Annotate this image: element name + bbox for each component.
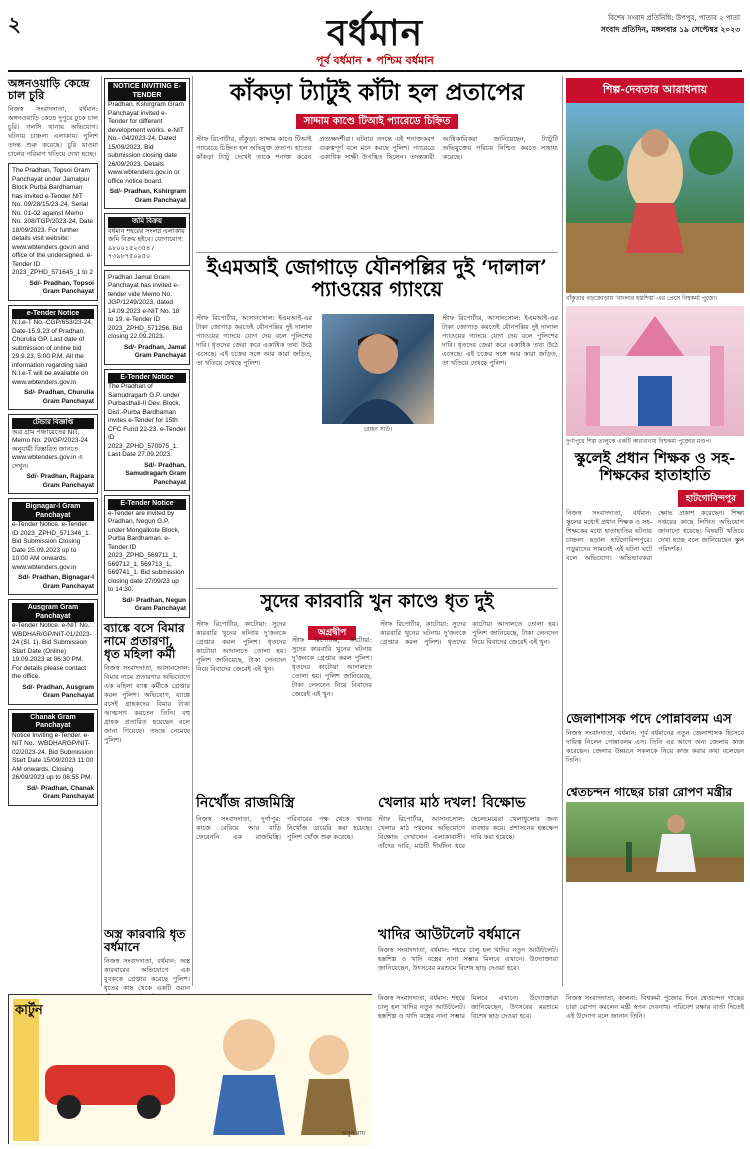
divider (196, 252, 558, 253)
notice-title: Ausgram Gram Panchayat (12, 603, 94, 622)
tender-notice (104, 213, 190, 266)
tattoo-body: স্টাফ রিপোর্টার, বাঁকুড়া: সাদ্দাম কাণ্ডে টিআই প্যারেডে চিহ্নিত হল অভিযুক্ত প্রতাপ। হাতের কাঁকড়া ট্যাটু দেখেই তাকে শনাক্ত করেন প্রত্যক্ষদর্শীরা। ঘটনার তদন্তে এই শনাক্তকরণ গুরুত্বপূর্ণ বলে মনে করছে পুলিশ। প্যারেডে একাধিক সাক্ষী উপস্থিত ছিলেন। তদন্তকারী আধিকারিকরা জানিয়েছেন, ট্যাটুটি অভিযুক্তের পরিচয় নিশ্চিত করতে সাহায্য করেছে। (196, 135, 558, 162)
tender-notice (104, 270, 190, 365)
minister-photo (566, 802, 744, 882)
playground-story (378, 796, 558, 926)
notice-text: বর্ধমান শহরের সংলগ্ন এলাকায় জমি বিক্রয় হইবে। যোগাযোগ: ৯৮০০১৫২৩৫৪ / ৭৩৯৮৭৫০৯৫০ (108, 227, 185, 260)
newspaper-title: বর্ধমান (326, 12, 424, 54)
left-column (8, 78, 98, 983)
dm-headline: জেলাশাসক পদে পোন্নাবলম এস (566, 712, 732, 727)
tender-notice (8, 498, 98, 595)
second-column (104, 78, 190, 993)
notice-title: Bignagar-I Gram Panchayat (12, 502, 94, 521)
sandalwood-body: নিজস্ব সংবাদদাতা, কালনা: বিশ্বকর্মা পুজোর দিনে শ্বেতচন্দন গাছের চারা রোপণ করলেন মন্ত্রী স্বপন দেবনাথ। পরিবেশ রক্ষার বার্তা দিতেই এই উদ্যোগ বলে জানান তিনি। (566, 994, 744, 1020)
masthead-rule (8, 70, 742, 72)
masthead (0, 0, 750, 72)
edition-subtitle: পূর্ব বর্ধমান • পশ্চিম বর্ধমান (316, 54, 434, 67)
notice-signature: Sd/- Pradhan, Samudragarh Gram Panchayat (125, 461, 186, 486)
cartoon (8, 994, 372, 1144)
suspect-caption: রোহন সাউ। (363, 426, 393, 433)
tender-notice (8, 599, 98, 705)
notice-title: e-Tender Notice (12, 309, 94, 320)
notice-title: E-Tender Notice (108, 499, 186, 510)
khadi-body-cont: নিজস্ব সংবাদদাতা, বর্ধমান: শহরে চালু হল খাদির নতুন আউটলেট। হস্তশিল্প ও খাদি বস্ত্রের নানা সম্ভার মিলবে এখানে। উদ্যোক্তারা জানিয়েছেন, উৎসবের মরশুমে বিশেষ ছাড় দেওয়া হবে। (378, 994, 558, 1020)
photo-caption-2: দুর্গাপুরে শিল্প তালুকে একটি কারখানায় বিশ্বকর্মা পুজোর মণ্ডপ। (566, 438, 712, 445)
notice-text: Pradhan, Kshirgram Gram Panchayat invited e-Tender for different development works. e-NIT No.- 04/2023-24, Dated 15/09/2023. Bid submission closing date 26/09/2023. Details www.wbtenders.gov.in or office notice board. (108, 101, 184, 185)
suspect-photo (322, 314, 434, 424)
moneylender-story (196, 592, 558, 792)
notice-signature: Sd/- Pradhan, Churulia Gram Panchayat (23, 389, 94, 405)
moneylender-headline: সুদের কারবারি খুন কাণ্ডে ধৃত দুই (260, 591, 494, 612)
playground-body: স্টাফ রিপোর্টার, আসানসোল: খেলার মাঠ দখলের অভিযোগে বিক্ষোভ দেখালেন এলাকাবাসী। তাঁদের দাবি, মাঠটি দীর্ঘদিন ধরে ছেলেমেয়েরা খেলাধুলোর জন্য ব্যবহার করে। প্রশাসনের হস্তক্ষেপ দাবি করা হয়েছে। (378, 815, 558, 851)
column-divider (562, 76, 563, 986)
notice-text: e-Tender Notice. e-Tender ID 2023_ZPHD_571346_1. Bid Submission Closing Date 25.09.2023 up to 10:00 AM onwards. www.wbtenders.gov.in (12, 521, 91, 571)
cartoon-drawing (9, 995, 373, 1145)
tattoo-headline: কাঁকড়া ট্যাটুই কাঁটা হল প্রতাপের (229, 79, 525, 106)
arms-story-headline: অস্ত্র কারবারি ধৃত বর্ধমানে (104, 927, 186, 955)
tender-notice (8, 709, 98, 806)
divider (196, 588, 558, 589)
notice-signature: Sd/- Pradhan, Topsoi Gram Panchayat (29, 279, 94, 296)
notice-text: e-Tender Notice. e-NIT No.: WBDHAR/GP/NIT-01/2023-24 (Sl. 1). Bid Submission Start Date (Online) 19.09.2023 at 06:30 PM. For details please contact the office. (12, 622, 92, 681)
column-divider (192, 76, 193, 986)
date-line (550, 12, 740, 36)
notice-signature: Sd/- Pradhan, Ausgram Gram Panchayat (22, 683, 94, 700)
notice-title: NOTICE INVITING E-TENDER (108, 82, 186, 101)
tender-notice (104, 495, 190, 618)
notice-signature: Sd/- Pradhan, Jamal Gram Panchayat (123, 343, 186, 359)
right-column (566, 78, 744, 988)
mason-headline: নির্খোঁজ রাজমিস্ত্রি (196, 795, 295, 811)
column-divider (101, 76, 102, 986)
notice-signature: Sd/- Pradhan, Bignagar-I Gram Panchayat (18, 574, 94, 590)
notice-title: টেন্ডার বিজ্ঞপ্তি (12, 418, 94, 429)
moneylender-body-2: স্টাফ রিপোর্টার, কাটোয়া: সুদের কারবারি খুনের ঘটনায় দু'জনকে গ্রেপ্তার করল পুলিশ। ধৃতদের কাটোয়া আদালতে তোলা হয়। পুলিশ জানিয়েছে, টাকা লেনদেন নিয়ে বিবাদের জেরেই এই খুন। (292, 636, 372, 698)
notice-title: জমি বিক্রয় (108, 217, 186, 228)
notice-text: Pradhan Jamal Gram Panchayat has invited e-tender vide Memo No. JGP/1249/2023, dated 14.09.2023 e-NIT No. 18 to 19. e-Tender ID 2023_ZPHD_571256. Bid closing 22.09.2023. (108, 273, 183, 340)
sandalwood-headline: শ্বেতচন্দন গাছের চারা রোপণ মন্ত্রীর (566, 785, 733, 800)
notice-signature: Sd/- Pradhan, Negun Gram Panchayat (122, 596, 186, 612)
tender-notice (8, 163, 98, 301)
center-top-story (196, 80, 558, 252)
notice-title: E-Tender Notice (108, 373, 186, 384)
moneylender-body-3: স্টাফ রিপোর্টার, কাটোয়া: সুদের কারবারি খুনের ঘটনায় দু'জনকে গ্রেপ্তার করল পুলিশ। ধৃতদের কাটোয়া আদালতে তোলা হয়। পুলিশ জানিয়েছে, টাকা লেনদেন নিয়ে বিবাদের জেরেই এই খুন। (380, 620, 558, 646)
mason-story (196, 796, 372, 986)
notice-text: অত্র গ্রাম পঞ্চায়েতের NIT, Memo No. 29/GP/2023-24 অনুযায়ী বিস্তারিত জানতে www.wbtenders.gov.in এ দেখুন। (12, 428, 88, 470)
school-fight-body: নিজস্ব সংবাদদাতা, বর্ধমান: স্কুলের মধ্যেই প্রধান শিক্ষক ও সহ-শিক্ষকের মধ্যে হাতাহাতির ঘটনায় চাঞ্চল্য ছড়াল হাটগোবিন্দপুরে। পড়ুয়াদের সামনেই এই ঘটনা ঘটে বলে অভিযোগ। অভিভাবকরা ক্ষোভ প্রকাশ করেছেন। শিক্ষা দপ্তরের কাছে লিখিত অভিযোগ জানানো হয়েছে। বিষয়টি খতিয়ে দেখা হচ্ছে বলে জানিয়েছেন স্কুল পরিদর্শক। (566, 509, 744, 562)
notice-signature: Sd/- Pradhan, Rajpara Gram Panchayat (26, 473, 94, 489)
notice-signature: Sd/- Pradhan, Chanak Gram Panchayat (26, 784, 94, 801)
notice-signature: Sd/- Pradhan, Kshirgram Gram Panchayat (109, 188, 186, 204)
bank-story-headline: ব্যাঙ্কে বসে বিমার নামে প্রতারণা, ধৃত মহিলা কর্মী (104, 620, 185, 661)
khadi-headline: খাদির আউটলেট বর্ধমানে (378, 927, 521, 943)
notice-text: e-Tender are invited by Pradhan, Negun G.P. under Mongalkote Block, Purba Bardhaman. e-Tender ID 2023_ZPHD_569711_1, 569712_1, 569713_1, 569741_1. Bid submission closing date 27/09/23 up to 14:30. (108, 509, 185, 593)
col2-notices-top (104, 78, 190, 618)
tender-notice (8, 305, 98, 411)
tender-notice (104, 78, 190, 209)
notice-text: The Pradhan of Samudragarh G.P. under Purbasthali-II Dev. Block, Dist.-Purba Bardhaman invites e-Tender for 15th CFC Fund 22-23. e-Tender ID 2023_ZPHD_570975_1. Last Date 27.09.2023. (108, 383, 186, 458)
mason-body: নিজস্ব সংবাদদাতা, দুর্গাপুর: কাজে বেরিয়ে আর বাড়ি ফেরেননি এক রাজমিস্ত্রি। পরিবারের পক্ষ থেকে থানায় নিখোঁজ ডায়েরি করা হয়েছে। পুলিশ খোঁজ শুরু করেছে। (196, 815, 372, 842)
tender-notice (8, 414, 98, 494)
craft-god-tag: শিল্প-দেবতার আরাধনায় (566, 78, 744, 103)
school-fight-headline: স্কুলেই প্রধান শিক্ষক ও সহ-শিক্ষকের হাতাহাতি (574, 449, 736, 484)
place-tag: হাটগোবিন্দপুর (678, 490, 744, 507)
left-headline: অঙ্গনওয়াড়ি কেন্দ্রে চাল চুরি (8, 77, 90, 103)
emi-story (196, 256, 558, 586)
date-text: সংবাদ প্রতিদিন, মঙ্গলবার ১৯ সেপ্টেম্বর ২০২৩ (600, 25, 740, 34)
cartoon-label: কার্টুন (15, 1003, 43, 1018)
playground-headline: খেলার মাঠ দখল! বিক্ষোভ (378, 795, 526, 811)
moneylender-body-1: স্টাফ রিপোর্টার, কাটোয়া: সুদের কারবারি খুনের ঘটনায় দু'জনকে গ্রেপ্তার করল পুলিশ। ধৃতদের কাটোয়া আদালতে তোলা হয়। পুলিশ জানিয়েছে, টাকা লেনদেন নিয়ে বিবাদের জেরেই এই খুন। (196, 620, 286, 673)
notice-text: The Pradhan, Topsoi Gram Panchayat under Jamalpur Block Purba Bardhaman has invited e-Tender NIT No. 09/28/15/23-24, Serial No. 01-02 against Memo No. 208/TGP/2023-24, Date 18/09/2023. For further details visit website: www.wbtenders.gov.in and office of the undersigned. e-Tender ID 2023_ZPHD_571645_1 to 2 (12, 167, 93, 277)
emi-headline: ইএমআই জোগাড়ে যৌনপল্লির দুই ‘দালাল’ প্যাওয়ের গ্যাংয়ে (207, 255, 547, 301)
tattoo-kicker: সাদ্দাম কাণ্ডে টিআই প্যারেডে চিহ্নিত (296, 114, 458, 129)
photo-caption-1: বাঁকুড়ার বড়জোড়ায় ‘বাংলার হস্তশিল্প’-এর প্রেসে বিশ্বকর্মা পুজো। (566, 295, 718, 302)
emi-body-1: স্টাফ রিপোর্টার, আসানসোল: ইএমআই-এর টাকা জোগাড় করতেই যৌনপল্লির দুই দালাল প্যাওয়ের গ্যাংয়ে যোগ দেয় বলে পুলিশের দাবি। ধৃতদের জেরা করে একাধিক তথ্য উঠে এসেছে। এই চক্রের সঙ্গে আর কারা জড়িত, তা খতিয়ে দেখছে পুলিশ। (196, 314, 312, 367)
agradwip-tag: অগ্রদ্বীপ (308, 626, 357, 640)
notice-text: N.I.e-T No.-CGP/653/23-24, Date-15.9.23 of Pradhan, Churulia GP. Last date of submission of online bid 29.9.23, 5:00 P.M. All the information regarding said N.I.e-T will be available on www.wbtenders.gov.in (12, 319, 93, 386)
khadi-body: নিজস্ব সংবাদদাতা, বর্ধমান: শহরে চালু হল খাদির নতুন আউটলেট। হস্তশিল্প ও খাদি বস্ত্রের নানা সম্ভার মিলবে এখানে। উদ্যোক্তারা জানিয়েছেন, উৎসবের মরশুমে বিশেষ ছাড় দেওয়া হবে। (378, 946, 558, 973)
khadi-story (378, 928, 558, 988)
cartoon-credit: অনুপ রায় (341, 1130, 365, 1137)
vishwakarma-photo-2 (566, 306, 744, 436)
notice-title: Chanak Gram Panchayat (12, 713, 94, 732)
bank-story-body: নিজস্ব সংবাদদাতা, আসানসোল: বিমার নামে প্রতারণার অভিযোগে এক মহিলা ব্যাঙ্ক কর্মীকে গ্রেপ্তার করল পুলিশ। অভিযোগ, ব্যাঙ্কে বসেই গ্রাহকদের বিমার টাকা আত্মসাৎ করতেন তিনি। বহু গ্রাহক প্রতারিত হয়েছেন বলে জানা গিয়েছে। তদন্তে নেমেছে পুলিশ। (104, 664, 190, 745)
tender-notice (104, 369, 190, 492)
dm-body: নিজস্ব সংবাদদাতা, বর্ধমান: পূর্ব বর্ধমানের নতুন জেলাশাসক হিসেবে দায়িত্ব নিলেন পোন্নাবলম এস। তিনি এর আগে অন্য জেলায় কাজ করেছেন। জেলার উন্নয়নে সকলকে নিয়ে কাজ করার কথা বলেছেন তিনি। (566, 729, 744, 765)
emi-body-2: স্টাফ রিপোর্টার, আসানসোল: ইএমআই-এর টাকা জোগাড় করতেই যৌনপল্লির দুই দালাল প্যাওয়ের গ্যাংয়ে যোগ দেয় বলে পুলিশের দাবি। ধৃতদের জেরা করে একাধিক তথ্য উঠে এসেছে। এই চক্রের সঙ্গে আর কারা জড়িত, তা খতিয়ে দেখছে পুলিশ। (442, 314, 558, 367)
left-body: নিজস্ব সংবাদদাতা, বর্ধমান: অঙ্গনওয়াড়ি কেন্দ্রে দুপুরে ঢুকে চাল চুরি। গলসি থানায় অভিযোগ। ঘটনায় চাঞ্চল্য এলাকায়। পুলিশ তদন্ত শুরু করেছে। চুরি যাওয়া চালের পরিমাণ খতিয়ে দেখা হচ্ছে। (8, 105, 98, 159)
notice-text: Notice Inviting e-Tender. e-NIT No.: WBDHARGP/NIT-02/2023-24. Bid Submission Start Date 15/09/2023 11:00 AM onwards. Closing 26/09/2023 up to 06:55 PM. (12, 731, 94, 782)
vishwakarma-photo-1 (566, 103, 744, 293)
page-number: ২ (8, 12, 22, 36)
left-notices (8, 163, 98, 806)
arms-story-body: নিজস্ব সংবাদদাতা, বর্ধমান: অস্ত্র কারবারের অভিযোগে এক যুবককে গ্রেপ্তার করেছে পুলিশ। ধৃতের কাছ থেকে একটি ওয়ান (104, 957, 190, 993)
right-info: বিশেষ সংবাদ প্রতিনিধি: উপপুর, পাতাব ২ পাতা (608, 14, 740, 22)
